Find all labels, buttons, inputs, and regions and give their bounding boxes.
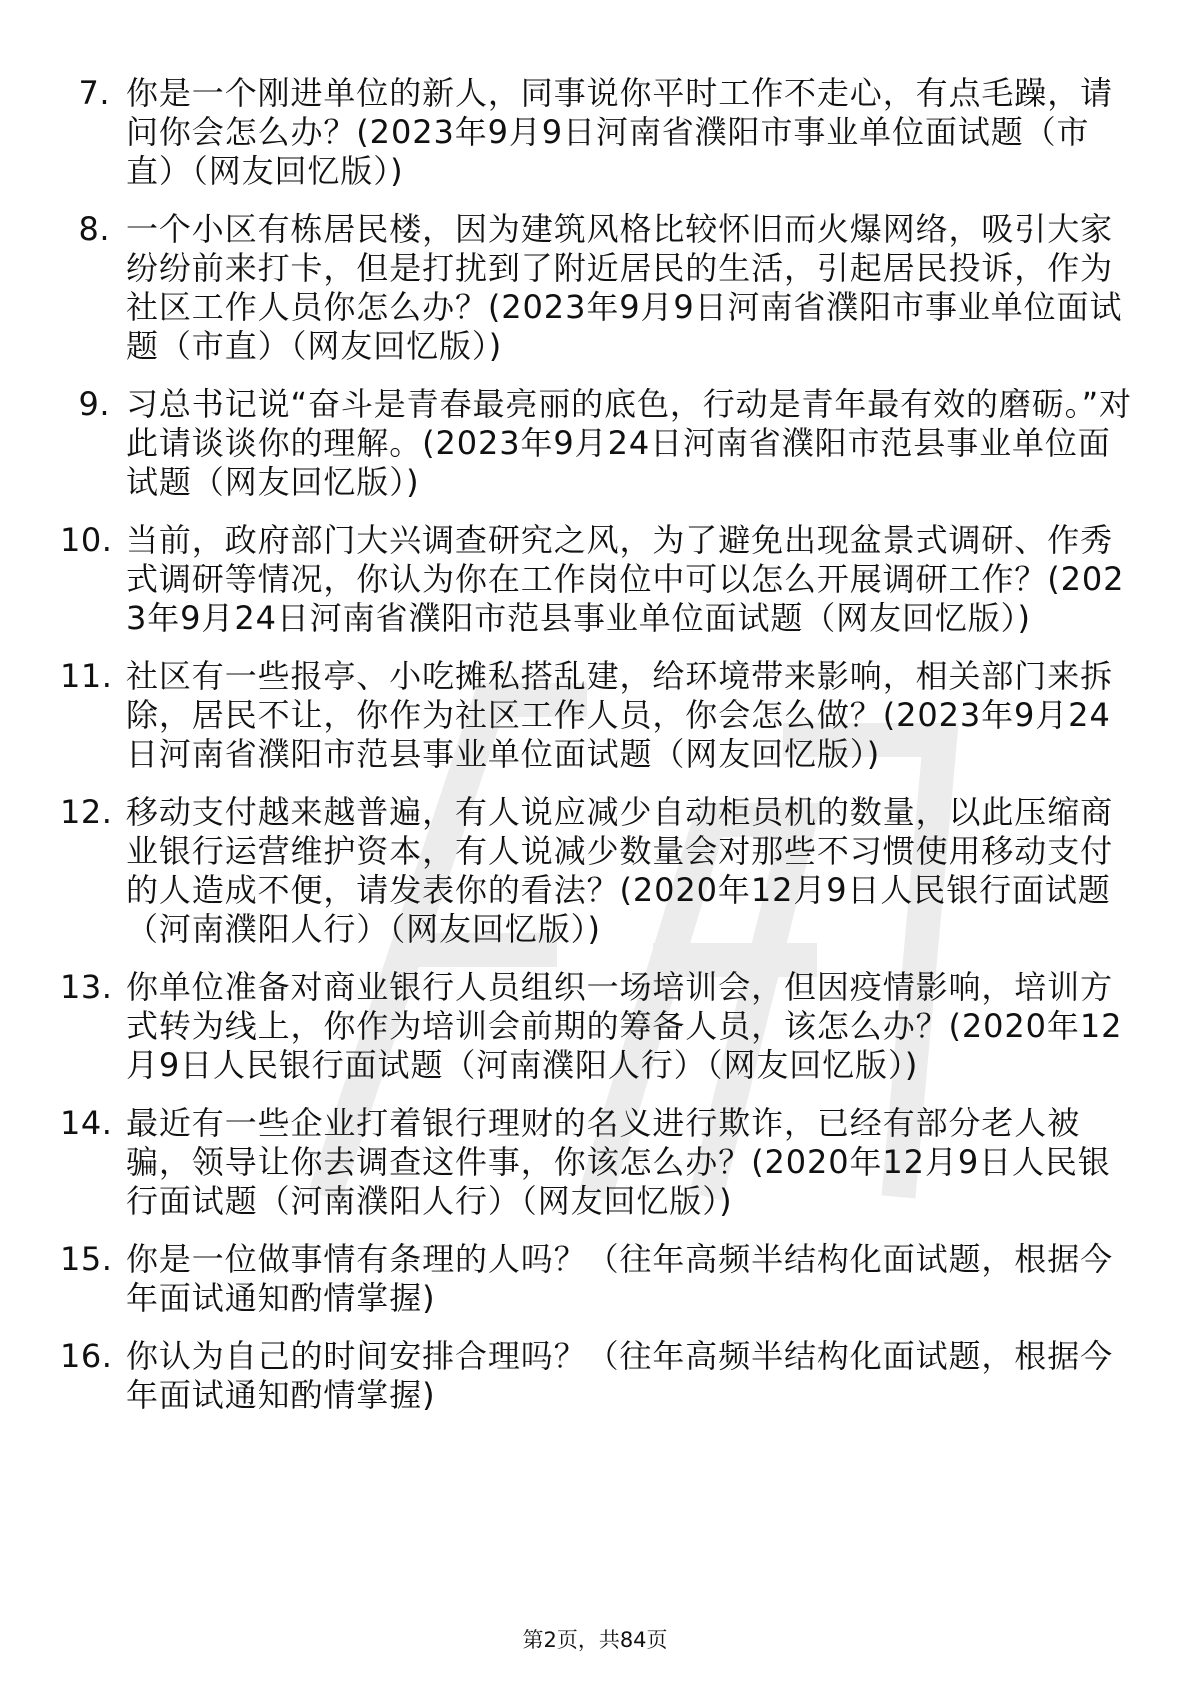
question-number: 10. — [60, 521, 113, 559]
question-item — [60, 521, 1132, 638]
question-number: 11. — [60, 657, 113, 695]
question-item — [60, 210, 1132, 366]
question-text: 你单位准备对商业银行人员组织一场培训会，但因疫情影响，培训方式转为线上，你作为培训会前期的筹备人员，该怎么办？(2020年12月9日人民银行面试题（河南濮阳人行）（网友回忆版）) — [126, 968, 1123, 1084]
question-text: 当前，政府部门大兴调查研究之风，为了避免出现盆景式调研、作秀式调研等情况，你认为你在工作岗位中可以怎么开展调研工作？(2023年9月24日河南省濮阳市范县事业单位面试题（网友回忆版）) — [126, 521, 1125, 637]
question-item — [60, 1104, 1132, 1221]
question-text: 一个小区有栋居民楼，因为建筑风格比较怀旧而火爆网络，吸引大家纷纷前来打卡，但是打扰到了附近居民的生活，引起居民投诉，作为社区工作人员你怎么办？(2023年9月9日河南省濮阳市事业单位面试题（市直）（网友回忆版）) — [126, 210, 1123, 365]
question-text: 你是一个刚进单位的新人，同事说你平时工作不走心，有点毛躁，请问你会怎么办？(2023年9月9日河南省濮阳市事业单位面试题（市直）（网友回忆版）) — [126, 74, 1114, 190]
question-number: 8. — [78, 210, 110, 248]
question-number: 12. — [60, 793, 113, 831]
question-number: 9. — [78, 385, 110, 423]
question-item — [60, 385, 1132, 502]
question-item — [60, 968, 1132, 1085]
question-item — [60, 74, 1132, 191]
question-text: 你认为自己的时间安排合理吗？（往年高频半结构化面试题，根据今年面试通知酌情掌握) — [126, 1337, 1114, 1414]
question-item — [60, 793, 1132, 949]
question-number: 16. — [60, 1337, 113, 1375]
question-number: 7. — [78, 74, 110, 112]
question-text: 移动支付越来越普遍，有人说应减少自动柜员机的数量，以此压缩商业银行运营维护资本，有人说减少数量会对那些不习惯使用移动支付的人造成不便，请发表你的看法？(2020年12月9日人民银行面试题（河南濮阳人行）（网友回忆版）) — [126, 793, 1114, 948]
question-number: 15. — [60, 1240, 113, 1278]
question-item — [60, 657, 1132, 774]
question-item — [60, 1337, 1132, 1415]
question-text: 你是一位做事情有条理的人吗？（往年高频半结构化面试题，根据今年面试通知酌情掌握) — [126, 1240, 1114, 1317]
question-number: 13. — [60, 968, 113, 1006]
question-item — [60, 1240, 1132, 1318]
question-text: 习总书记说“奋斗是青春最亮丽的底色，行动是青年最有效的磨砺。”对此请谈谈你的理解。(2023年9月24日河南省濮阳市范县事业单位面试题（网友回忆版）) — [126, 385, 1132, 501]
question-text: 最近有一些企业打着银行理财的名义进行欺诈，已经有部分老人被骗，领导让你去调查这件事，你该怎么办？(2020年12月9日人民银行面试题（河南濮阳人行）（网友回忆版）) — [126, 1104, 1111, 1220]
question-text: 社区有一些报亭、小吃摊私搭乱建，给环境带来影响，相关部门来拆除，居民不让，你作为社区工作人员，你会怎么做？(2023年9月24日河南省濮阳市范县事业单位面试题（网友回忆版）) — [126, 657, 1114, 773]
page-footer: 第2页，共84页 — [522, 1628, 668, 1652]
question-list — [60, 74, 1132, 1434]
question-number: 14. — [60, 1104, 113, 1142]
